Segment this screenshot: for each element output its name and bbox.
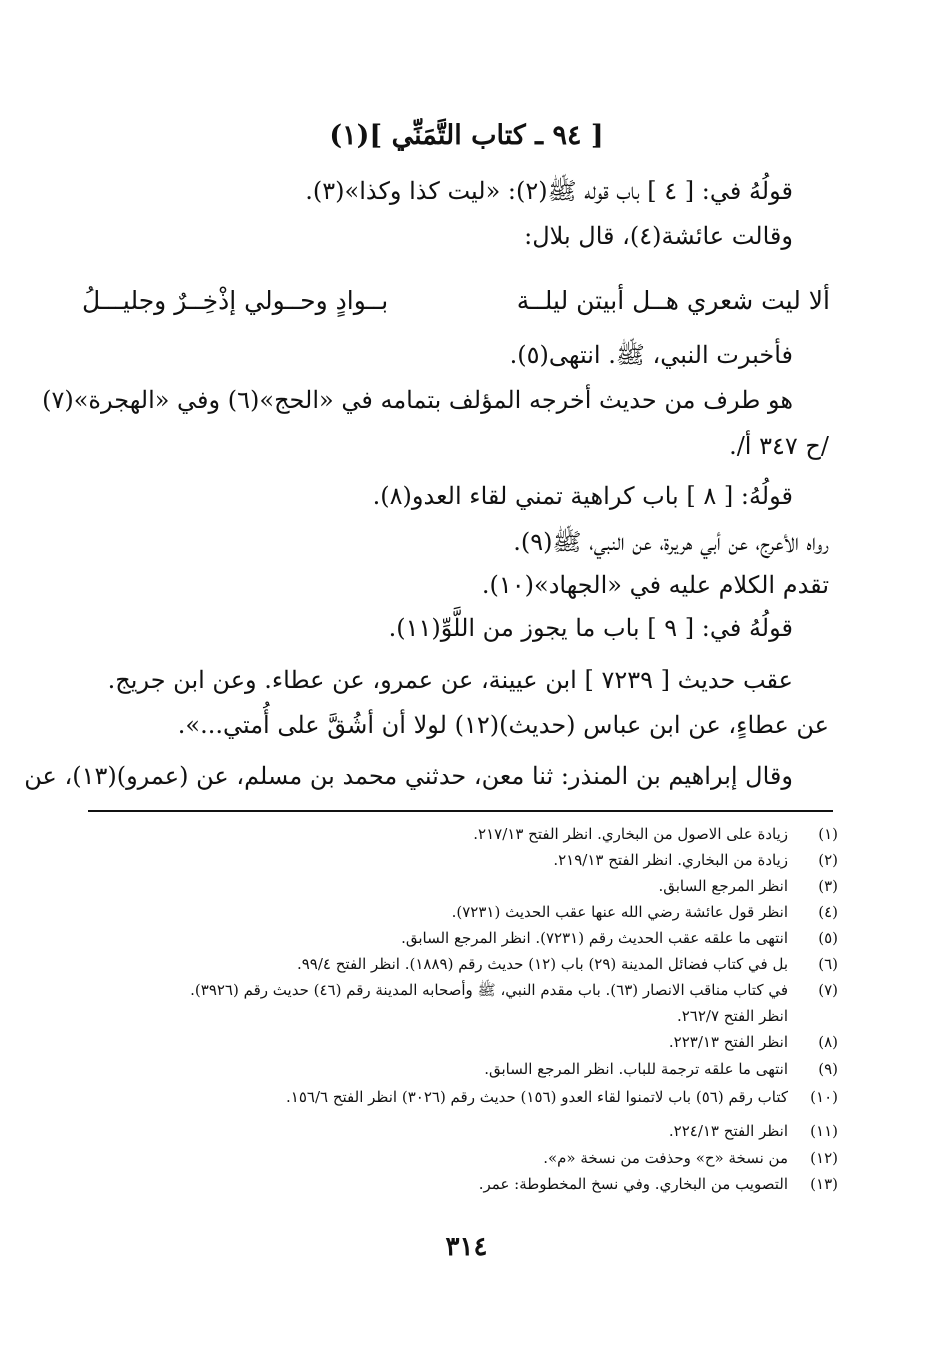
- text-line-1: قولُهُ في: [ ٤ ] باب قوله ﷺ(٢): «ليت كذا وكذا»(٣).: [305, 177, 793, 205]
- text-line-6: قولُهُ: [ ٨ ] باب كراهية تمني لقاء العدو(٨).: [372, 482, 793, 510]
- text-line-4: هو طرف من حديث أخرجه المؤلف بتمامه في «الحج»(٦) وفي «الهجرة»(٧): [42, 386, 793, 414]
- poem-verse: [82, 286, 830, 315]
- text-line-7: رواه الأعرج، عن أبي هريرة، عن النبي، ﷺ(٩).: [513, 528, 829, 556]
- footnote-13: (١٣) التصويب من البخاري. وفي نسخ المخطوطة: عمر.: [478, 1175, 838, 1193]
- text-line-5: /ح ٣٤٧ أ/.: [729, 432, 829, 460]
- text-line-3: فأخبرت النبي، ﷺ. انتهى(٥).: [509, 341, 793, 369]
- footnote-7: (٧) في كتاب مناقب الانصار (٦٣). باب مقدم النبي، ﷺ وأصحابه المدينة رقم (٤٦) حديث رقم (٣٩٢٦).: [190, 981, 838, 999]
- footnote-1: (١) زيادة على الاصول من البخاري. انظر الفتح ٢١٧/١٣.: [473, 825, 838, 843]
- footnote-2: (٢) زيادة من البخاري. انظر الفتح ٢١٩/١٣.: [553, 851, 838, 869]
- text-line-9: قولُهُ في: [ ٩ ] باب ما يجوز من اللَّوِّ(١١).: [388, 614, 793, 642]
- text-line-11: عن عطاءٍ، عن ابن عباس (حديث)(١٢) لولا أن أشُقَّ على أُمتي...».: [177, 711, 829, 739]
- chapter-title: [ ٩٤ ـ كتاب التَّمَنِّي ](١): [329, 120, 604, 151]
- text-line-10: عقب حديث [ ٧٢٣٩ ] ابن عيينة، عن عمرو، عن عطاء. وعن ابن جريج.: [107, 666, 793, 694]
- text-line-12: وقال إبراهيم بن المنذر: ثنا معن، حدثني محمد بن مسلم، عن (عمرو)(١٣)، عن: [24, 762, 793, 790]
- footnote-8: (٨) انظر الفتح ٢٢٣/١٣.: [668, 1033, 838, 1051]
- text-line-8: تقدم الكلام عليه في «الجهاد»(١٠).: [481, 571, 829, 599]
- footnote-4: (٤) انظر قول عائشة رضي الله عنها عقب الحديث (٧٢٣١).: [451, 903, 838, 921]
- footnote-5: (٥) انتهى ما علقه عقب الحديث رقم (٧٢٣١). انظر المرجع السابق.: [401, 929, 838, 947]
- footnote-3: (٣) انظر المرجع السابق.: [658, 877, 838, 895]
- text-line-2: وقالت عائشة(٤)، قال بلال:: [524, 222, 793, 250]
- footnote-separator: [88, 810, 833, 812]
- footnote-10: (١٠) كتاب رقم (٥٦) باب لاتمنوا لقاء العدو (١٥٦) حديث رقم (٣٠٢٦) انظر الفتح ١٥٦/٦.: [286, 1088, 838, 1106]
- footnote-9: (٩) انتهى ما علقه ترجمة للباب. انظر المرجع السابق.: [484, 1060, 838, 1078]
- footnote-12: (١٢) من نسخة «ح» وحذفت من نسخة «م».: [543, 1149, 838, 1167]
- footnote-7-continued: انظر الفتح ٢٦٢/٧.: [676, 1007, 788, 1025]
- page-number: ٣١٤: [445, 1232, 488, 1262]
- poem-hemistich-1: ألا ليت شعري هــل أبيتن ليلــة: [516, 286, 830, 315]
- poem-hemistich-2: بــوادٍ وحــولي إذْخِــرٌ وجليـــلُ: [82, 286, 389, 315]
- footnote-6: (٦) بل في كتاب فضائل المدينة (٢٩) باب (١٢) حديث رقم (١٨٨٩). انظر الفتح ٩٩/٤.: [296, 955, 838, 973]
- footnote-11: (١١) انظر الفتح ٢٢٤/١٣.: [668, 1122, 838, 1140]
